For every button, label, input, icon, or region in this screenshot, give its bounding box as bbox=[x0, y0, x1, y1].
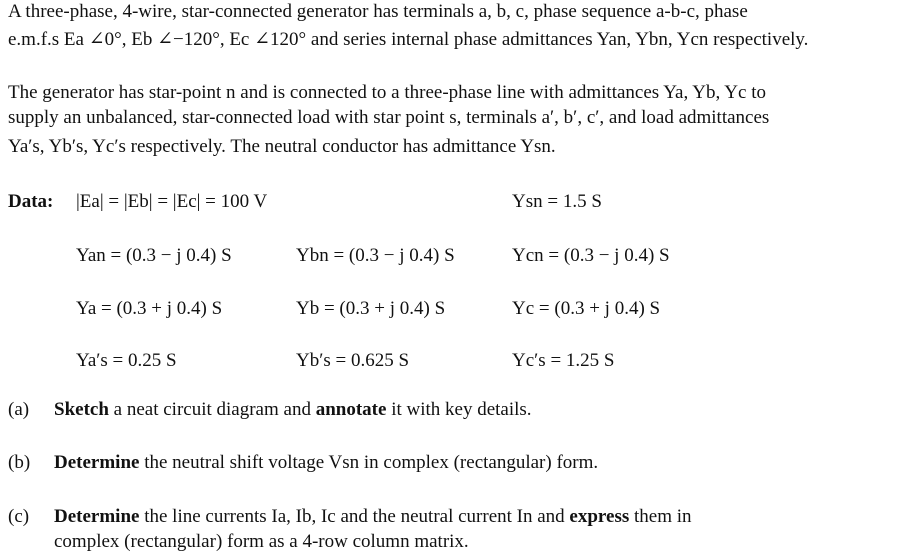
question-b-text-1: the neutral shift voltage Vsn in complex (rectangular) form. bbox=[139, 452, 599, 473]
yan-value: Yan = (0.3 − j 0.4) S bbox=[76, 245, 232, 266]
question-c-text-1: the line currents Ia, Ib, Ic and the neutral current In and bbox=[139, 506, 570, 527]
ybn-value: Ybn = (0.3 − j 0.4) S bbox=[296, 245, 455, 266]
question-c-label: (c) bbox=[8, 506, 30, 527]
yb-value: Yb = (0.3 + j 0.4) S bbox=[296, 298, 446, 319]
question-b-bold-1: Determine bbox=[54, 452, 140, 473]
question-a-bold-1: Sketch bbox=[54, 399, 109, 420]
yas-value: Ya′s = 0.25 S bbox=[76, 350, 177, 371]
data-label: Data: bbox=[8, 191, 54, 212]
question-b-label: (b) bbox=[8, 452, 31, 473]
emf-magnitudes: |Ea| = |Eb| = |Ec| = 100 V bbox=[76, 191, 268, 212]
question-a-text-1: a neat circuit diagram and bbox=[108, 399, 316, 420]
intro-line-2: e.m.f.s Ea ∠0°, Eb ∠−120°, Ec ∠120° and series internal phase admittances Yan, Ybn, Ycn respectively. bbox=[8, 29, 809, 50]
question-a-text bbox=[54, 399, 532, 421]
ycn-value: Ycn = (0.3 − j 0.4) S bbox=[512, 245, 670, 266]
question-b-text bbox=[54, 452, 598, 474]
question-c-text-2: them in bbox=[629, 506, 692, 527]
ya-value: Ya = (0.3 + j 0.4) S bbox=[76, 298, 223, 319]
para2-line-1: The generator has star-point n and is connected to a three-phase line with admittances Ya, Yb, Yc to bbox=[8, 82, 766, 103]
ybs-value: Yb′s = 0.625 S bbox=[296, 350, 410, 371]
ysn-value: Ysn = 1.5 S bbox=[512, 191, 602, 212]
question-a-bold-2: annotate bbox=[315, 399, 387, 420]
question-a-text-2: it with key details. bbox=[386, 399, 532, 420]
yc-value: Yc = (0.3 + j 0.4) S bbox=[512, 298, 661, 319]
para2-line-3: Ya′s, Yb′s, Yc′s respectively. The neutral conductor has admittance Ysn. bbox=[8, 136, 556, 157]
question-c-text bbox=[54, 506, 692, 528]
question-c-line-2: complex (rectangular) form as a 4-row column matrix. bbox=[54, 531, 469, 552]
question-a-label: (a) bbox=[8, 399, 30, 420]
question-c-bold-1: Determine bbox=[54, 506, 140, 527]
para2-line-2: supply an unbalanced, star-connected load with star point s, terminals a′, b′, c′, and load admittances bbox=[8, 107, 770, 128]
intro-line-1: A three-phase, 4-wire, star-connected generator has terminals a, b, c, phase sequence a-b-c, phase bbox=[8, 1, 748, 22]
question-c-bold-2: express bbox=[569, 506, 630, 527]
ycs-value: Yc′s = 1.25 S bbox=[512, 350, 615, 371]
